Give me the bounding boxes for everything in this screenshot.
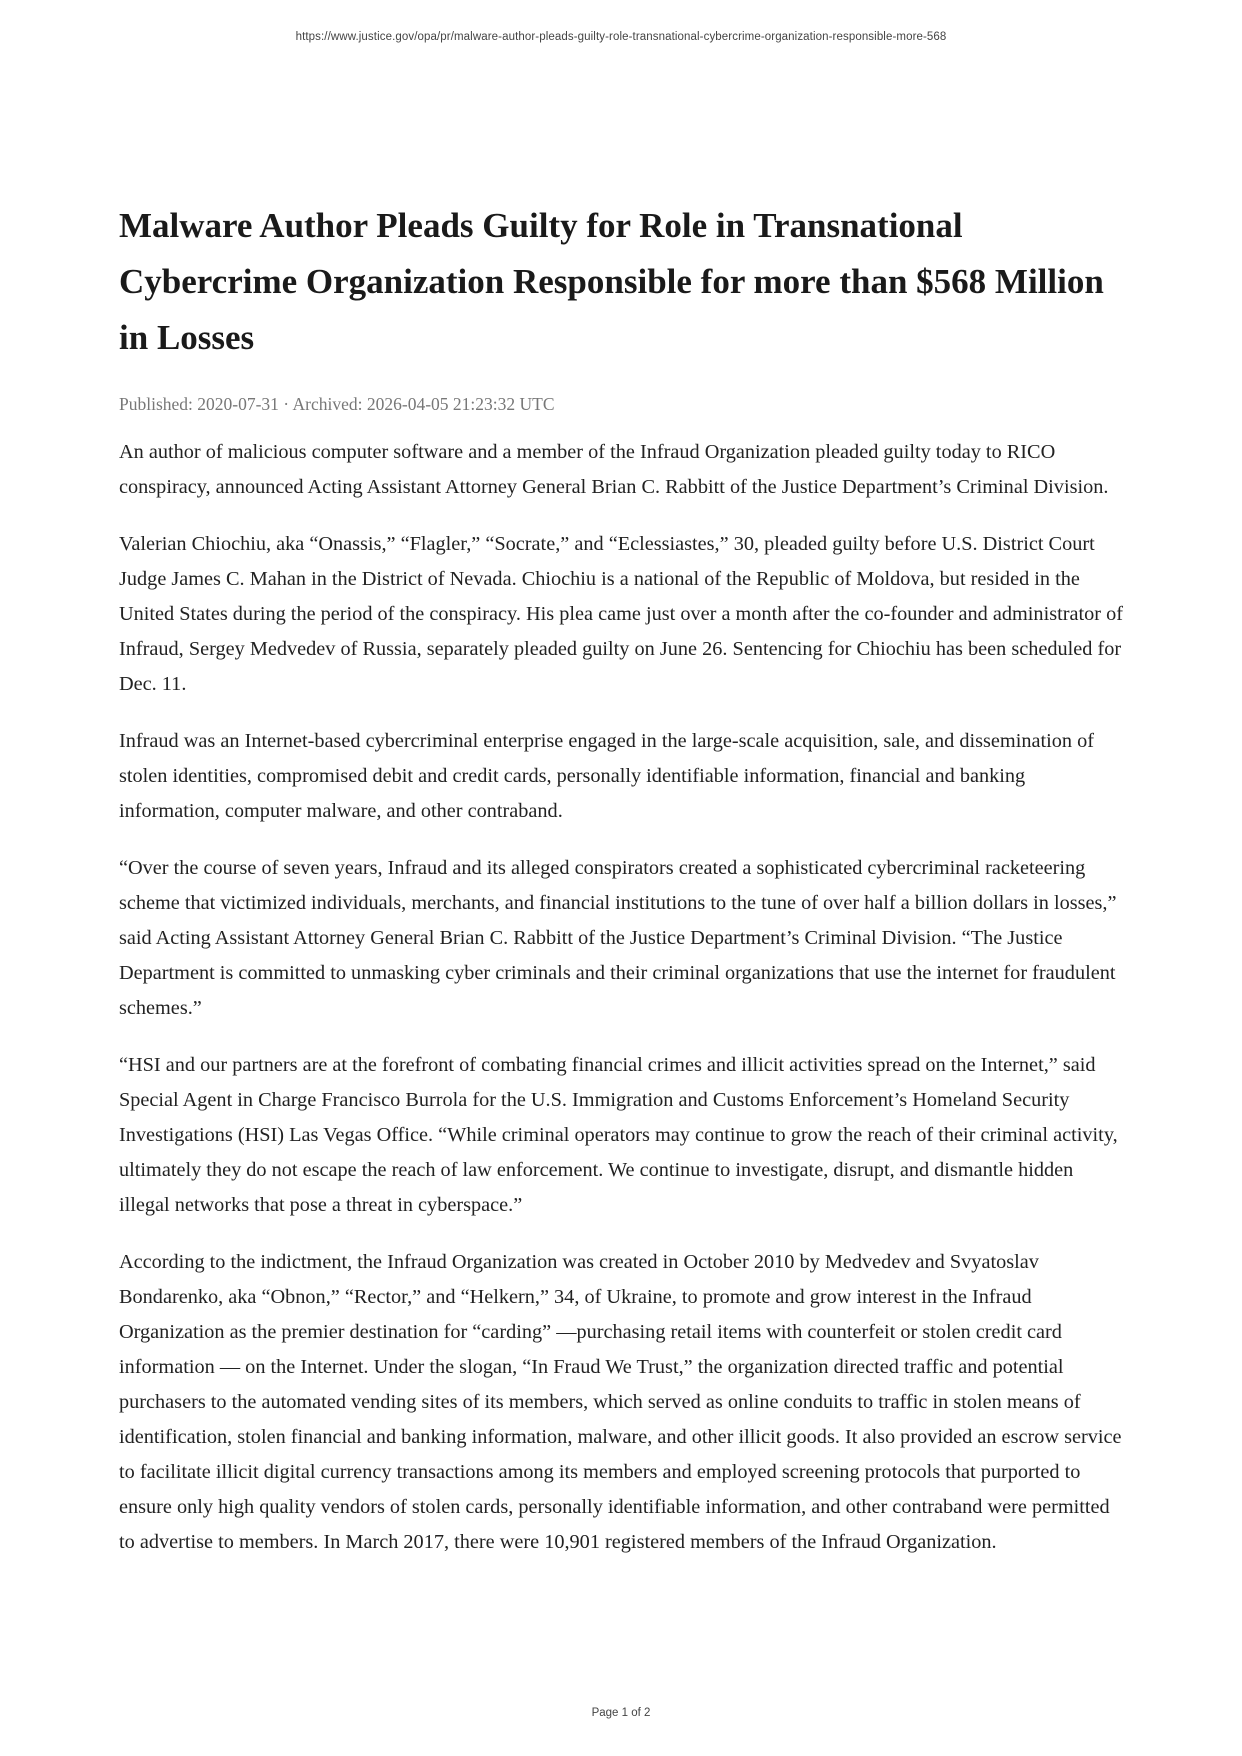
article-body — [119, 208, 1129, 1560]
paragraph-defendant: Valerian Chiochiu, aka “Onassis,” “Flagler,” “Socrate,” and “Eclessiastes,” 30, pleaded guilty before U.S. District Court Judge James C. Mahan in the District of Nevada. Chiochiu is a national of the Republic of Moldova, but resided in the United States during the period of the conspiracy. His plea came just over a month after the co-founder and administrator of Infraud, Sergey Medvedev of Russia, separately pleaded guilty on June 26. Sentencing for Chiochiu has been scheduled for Dec. 11. — [119, 533, 1123, 695]
paragraph-hsi-quote: “HSI and our partners are at the forefront of combating financial crimes and illicit activities spread on the Internet,” said Special Agent in Charge Francisco Burrola for the U.S. Immigration and Customs Enforcement’s Homeland Security Investigations (HSI) Las Vegas Office. “While criminal operators may continue to grow the reach of their criminal activity, ultimately they do not escape the reach of law enforcement. We continue to investigate, disrupt, and dismantle hidden illegal networks that pose a threat in cyberspace.” — [119, 1054, 1118, 1216]
paragraph-infraud-description: Infraud was an Internet-based cybercriminal enterprise engaged in the large-scale acquisition, sale, and dissemination of stolen identities, compromised debit and credit cards, personally identifiable information, financial and banking information, computer malware, and other contraband. — [119, 730, 1095, 822]
paragraph-indictment: According to the indictment, the Infraud Organization was created in October 2010 by Medvedev and Svyatoslav Bondarenko, aka “Obnon,” “Rector,” and “Helkern,” 34, of Ukraine, to promote and grow interest in the Infraud Organization as the premier destination for “carding” —purchasing retail items with counterfeit or stolen credit card information — on the Internet. Under the slogan, “In Fraud We Trust,” the organization directed traffic and potential purchasers to the automated vending sites of its members, which served as online conduits to traffic in stolen means of identification, stolen financial and banking information, malware, and other illicit goods. It also provided an escrow service to facilitate illicit digital currency transactions among its members and employed screening protocols that purported to ensure only high quality vendors of stolen cards, personally identifiable information, and other contraband were permitted to advertise to members. In March 2017, there were 10,901 registered members of the Infraud Organization. — [119, 1251, 1122, 1553]
publication-meta: Published: 2020-07-31 · Archived: 2026-04-05 21:23:32 UTC — [119, 394, 555, 414]
page-number: Page 1 of 2 — [591, 1707, 651, 1719]
paragraph-aag-quote: “Over the course of seven years, Infraud and its alleged conspirators created a sophisticated cybercriminal racketeering scheme that victimized individuals, merchants, and financial institutions to the tune of over half a billion dollars in losses,” said Acting Assistant Attorney General Brian C. Rabbitt of the Justice Department’s Criminal Division. “The Justice Department is committed to unmasking cyber criminals and their criminal organizations that use the internet for fraudulent schemes.” — [119, 857, 1117, 1019]
source-url: https://www.justice.gov/opa/pr/malware-author-pleads-guilty-role-transnational-cybercrime-organization-responsible-more-568 — [295, 31, 947, 43]
article-title: Malware Author Pleads Guilty for Role in Transnational Cybercrime Organization Responsible for more than $568 Million in Losses — [119, 206, 1104, 357]
paragraph-intro: An author of malicious computer software and a member of the Infraud Organization pleaded guilty today to RICO conspiracy, announced Acting Assistant Attorney General Brian C. Rabbitt of the Justice Department’s Criminal Division. — [119, 441, 1109, 498]
